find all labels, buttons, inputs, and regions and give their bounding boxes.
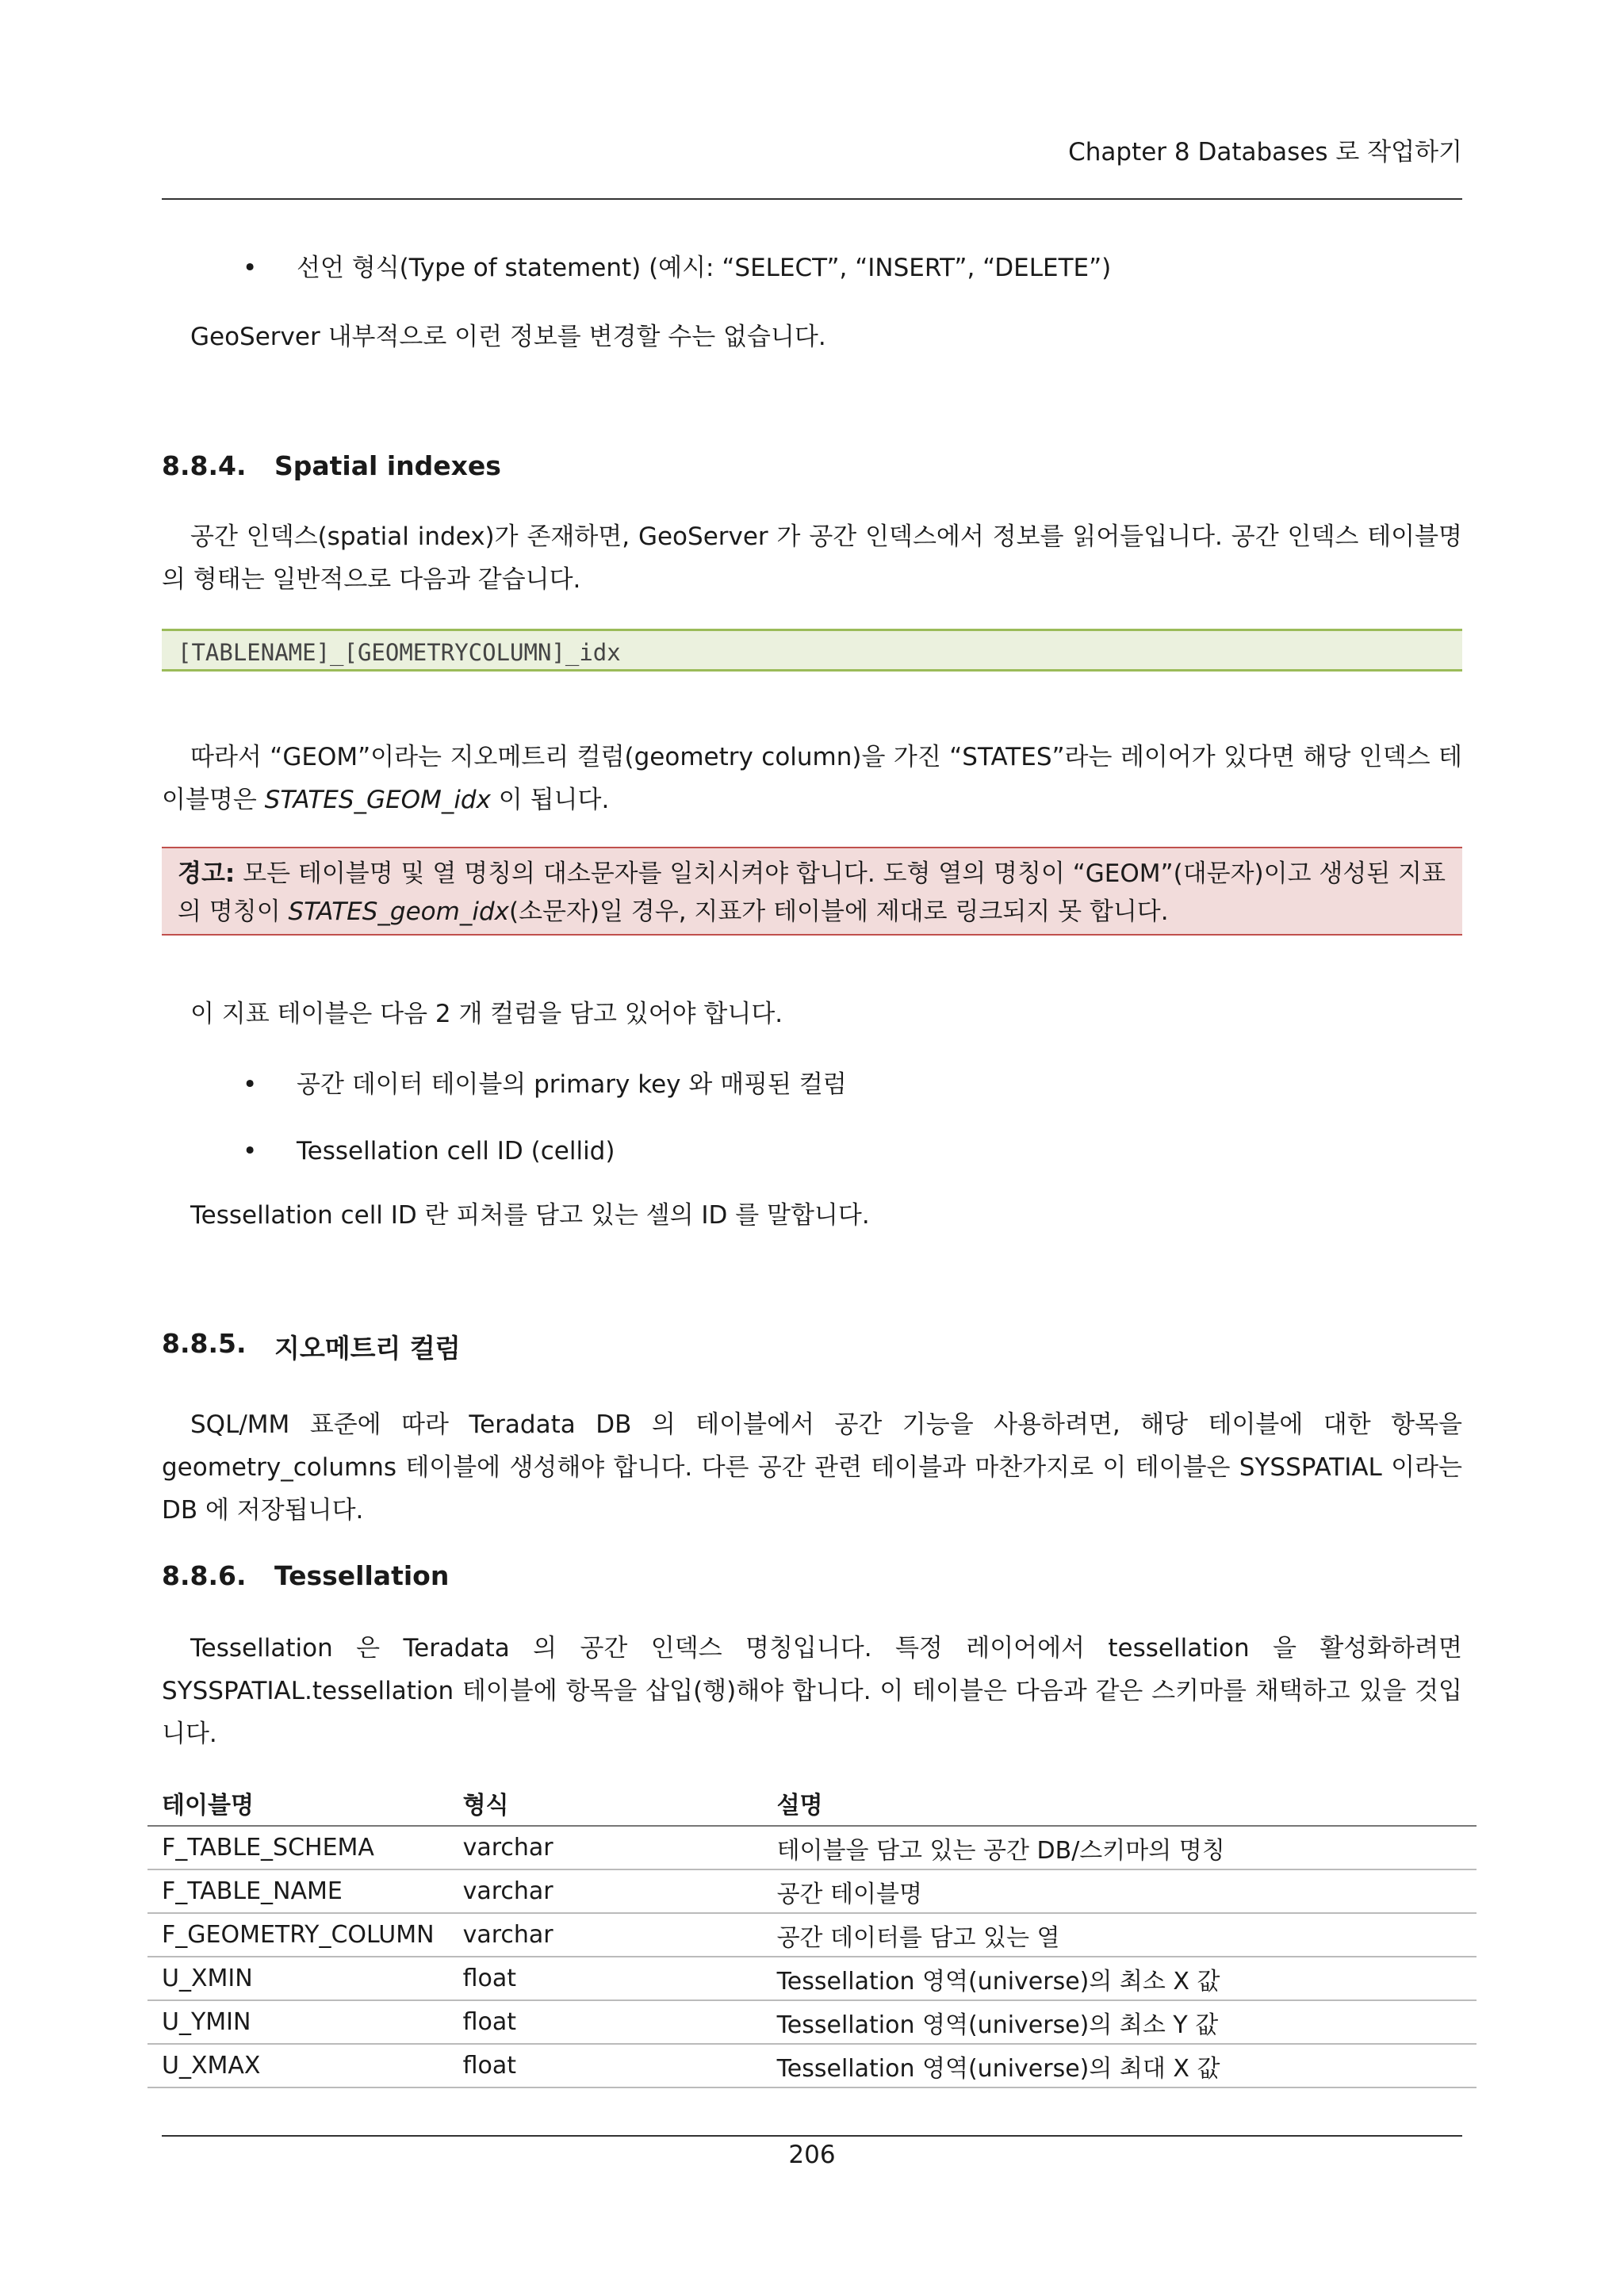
column-header: 형식 <box>449 1776 763 1826</box>
warning-box <box>162 847 1462 936</box>
table-header-row <box>147 1776 1477 1826</box>
table-cell: 공간 테이블명 <box>763 1869 1477 1913</box>
code-block <box>162 629 1462 672</box>
index-name: STATES_geom_idx <box>288 897 509 926</box>
column-header: 설명 <box>763 1776 1477 1826</box>
table-cell: U_YMIN <box>147 2000 449 2044</box>
paragraph <box>162 736 1462 821</box>
section-number: 8.8.6. <box>162 1560 247 1591</box>
column-header: 테이블명 <box>147 1776 449 1826</box>
table-cell: varchar <box>449 1913 763 1957</box>
paragraph: 이 지표 테이블은 다음 2 개 컬럼을 담고 있어야 합니다. <box>190 1000 783 1028</box>
footer-rule <box>162 2135 1462 2137</box>
table-cell: U_XMAX <box>147 2044 449 2087</box>
paragraph-text: 따라서 “GEOM”이라는 지오메트리 컬럼(geometry column)을 가진 “STATES”라는 레이어가 있다면 해당 인덱스 테이블명은 <box>162 743 1462 814</box>
table-cell: varchar <box>449 1826 763 1869</box>
paragraph: Tessellation 은 Teradata 의 공간 인덱스 명칭입니다. 특정 레이어에서 tessellation 을 활성화하려면 SYSSPATIAL.tessellation 테이블에 항목을 삽입(행)해야 합니다. 이 테이블은 다음과 같은 스키마를 채택하고 있을 것입니다. <box>162 1634 1462 1748</box>
table-cell: varchar <box>449 1869 763 1913</box>
table-cell: float <box>449 2000 763 2044</box>
table-cell: Tessellation 영역(universe)의 최소 Y 값 <box>763 2000 1477 2044</box>
paragraph-text: 이 됩니다. <box>490 786 610 814</box>
warning-label: 경고: <box>178 859 236 888</box>
table-cell: F_TABLE_NAME <box>147 1869 449 1913</box>
section-number: 8.8.5. <box>162 1328 247 1359</box>
bullet-icon: • <box>243 1137 258 1165</box>
bullet-icon: • <box>243 254 258 282</box>
table-cell: F_TABLE_SCHEMA <box>147 1826 449 1869</box>
table-cell: 공간 데이터를 담고 있는 열 <box>763 1913 1477 1957</box>
table-row <box>147 1957 1477 2000</box>
section-title: 지오메트리 컬럼 <box>274 1333 461 1364</box>
table-cell: F_GEOMETRY_COLUMN <box>147 1913 449 1957</box>
table-cell: U_XMIN <box>147 1957 449 2000</box>
table-row <box>147 1869 1477 1913</box>
section-number: 8.8.4. <box>162 450 247 481</box>
table-cell: float <box>449 1957 763 2000</box>
list-item-text: 선언 형식(Type of statement) (예시: “SELECT”, “INSERT”, “DELETE”) <box>297 254 1112 282</box>
schema-table <box>147 1776 1477 2088</box>
table-row <box>147 1913 1477 1957</box>
table-row <box>147 2000 1477 2044</box>
list-item-text: 공간 데이터 테이블의 primary key 와 매핑된 컬럼 <box>297 1070 847 1099</box>
section-title: Tessellation <box>274 1560 450 1591</box>
warning-text: (소문자)일 경우, 지표가 테이블에 제대로 링크되지 못 합니다. <box>508 897 1169 926</box>
table-row <box>147 2044 1477 2087</box>
warning-text: 모든 테이블명 및 열 명칭의 대소문자를 일치시켜야 합니다. 도형 열의 명칭이 “GEOM”(대문자)이고 생성된 지표의 명칭이 <box>178 859 1446 926</box>
paragraph: SQL/MM 표준에 따라 Teradata DB 의 테이블에서 공간 기능을 사용하려면, 해당 테이블에 대한 항목을 geometry_columns 테이블에 생성해야 합니다. 다른 공간 관련 테이블과 마찬가지로 이 테이블은 SYSSPATIAL 이라는 DB 에 저장됩니다. <box>162 1410 1462 1525</box>
list-item-text: Tessellation cell ID (cellid) <box>297 1137 615 1165</box>
table-cell: Tessellation 영역(universe)의 최소 X 값 <box>763 1957 1477 2000</box>
code-text: [TABLENAME]_[GEOMETRYCOLUMN]_idx <box>178 639 621 666</box>
paragraph: Tessellation cell ID 란 피처를 담고 있는 셀의 ID 를 말합니다. <box>190 1201 870 1230</box>
page-number: 206 <box>788 2141 836 2169</box>
section-title: Spatial indexes <box>274 450 501 481</box>
table-row <box>147 1826 1477 1869</box>
paragraph: GeoServer 내부적으로 이런 정보를 변경할 수는 없습니다. <box>190 323 826 351</box>
table-cell: 테이블을 담고 있는 공간 DB/스키마의 명칭 <box>763 1826 1477 1869</box>
paragraph: 공간 인덱스(spatial index)가 존재하면, GeoServer 가 공간 인덱스에서 정보를 읽어들입니다. 공간 인덱스 테이블명의 형태는 일반적으로 다음과 같습니다. <box>162 522 1462 594</box>
table-cell: Tessellation 영역(universe)의 최대 X 값 <box>763 2044 1477 2087</box>
header-rule <box>162 198 1462 200</box>
running-header: Chapter 8 Databases 로 작업하기 <box>1068 138 1462 166</box>
index-name: STATES_GEOM_idx <box>264 786 491 814</box>
bullet-icon: • <box>243 1070 258 1099</box>
table-cell: float <box>449 2044 763 2087</box>
